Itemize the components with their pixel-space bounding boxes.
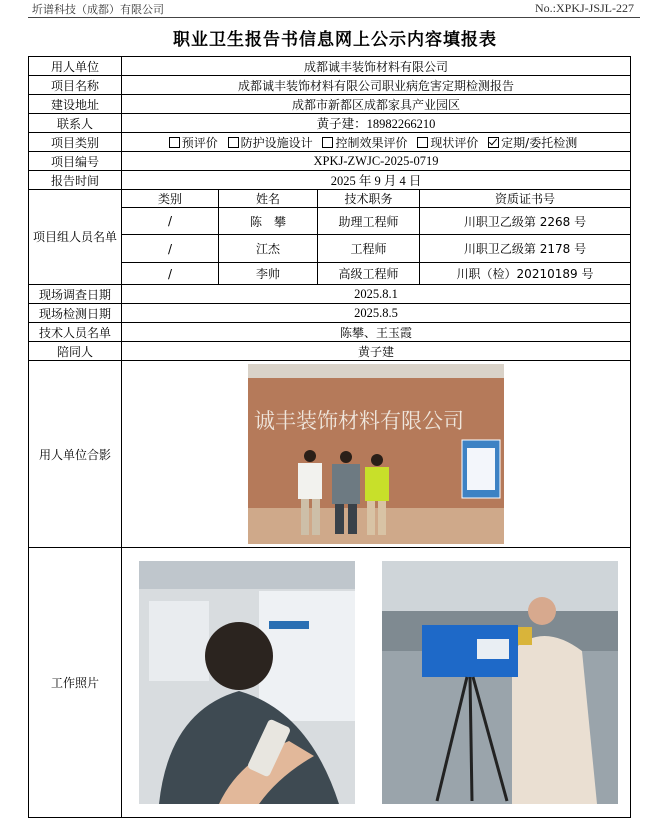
option-protection-design[interactable]: 防护设施设计 (228, 136, 313, 150)
address-value: 成都市新都区成都家具产业园区 (122, 95, 631, 114)
project-type-options (122, 133, 631, 152)
report-date-label: 报告时间 (29, 171, 122, 190)
group-photo-sign: 诚丰装饰材料有限公司 (254, 409, 464, 433)
checkbox-control-effect[interactable] (322, 137, 333, 148)
option-pre-evaluation[interactable]: 预评价 (169, 136, 218, 150)
team-header-row (29, 190, 631, 208)
row-report-date (29, 171, 631, 190)
member-category: / (122, 263, 219, 285)
row-employer (29, 57, 631, 76)
work-photo-2 (382, 561, 618, 804)
team-header-cert: 资质证书号 (420, 190, 631, 208)
project-no-value: XPKJ-ZWJC-2025-0719 (122, 152, 631, 171)
employer-label: 用人单位 (29, 57, 122, 76)
header-divider (28, 17, 640, 18)
escort-label: 陪同人 (29, 342, 122, 361)
project-name-value: 成都诚丰装饰材料有限公司职业病危害定期检测报告 (122, 76, 631, 95)
team-header-category: 类别 (122, 190, 219, 208)
team-header-title: 技术职务 (318, 190, 420, 208)
row-technicians (29, 323, 631, 342)
row-survey-date (29, 285, 631, 304)
checkbox-protection-design[interactable] (228, 137, 239, 148)
row-contact (29, 114, 631, 133)
contact-value: 黄子建：18982266210 (122, 114, 631, 133)
member-title: 助理工程师 (318, 208, 420, 235)
technicians-value: 陈攀、王玉霞 (122, 323, 631, 342)
member-title: 高级工程师 (318, 263, 420, 285)
member-cert: 川职卫乙级第 2268 号 (420, 208, 631, 235)
member-name: 陈 攀 (219, 208, 318, 235)
checkbox-status-evaluation[interactable] (417, 137, 428, 148)
test-date-value: 2025.8.5 (122, 304, 631, 323)
work-photos-label: 工作照片 (29, 548, 122, 818)
row-project-no (29, 152, 631, 171)
project-no-label: 项目编号 (29, 152, 122, 171)
option-control-effect[interactable]: 控制效果评价 (322, 136, 407, 150)
test-date-label: 现场检测日期 (29, 304, 122, 323)
escort-value: 黄子建 (122, 342, 631, 361)
row-escort (29, 342, 631, 361)
page-title: 职业卫生报告书信息网上公示内容填报表 (173, 30, 497, 50)
group-photo-label: 用人单位合影 (29, 361, 122, 548)
team-header-name: 姓名 (219, 190, 318, 208)
report-form-table (28, 56, 631, 818)
header-doc-number: No.:XPKJ-JSJL-227 (534, 1, 634, 15)
option-periodic-testing[interactable]: 定期/委托检测 (488, 136, 577, 150)
employer-value: 成都诚丰装饰材料有限公司 (122, 57, 631, 76)
row-work-photos (29, 548, 631, 818)
address-label: 建设地址 (29, 95, 122, 114)
member-cert: 川职（检）20210189 号 (420, 263, 631, 285)
header-company: 圻谱科技（成都）有限公司 (32, 3, 164, 16)
technicians-label: 技术人员名单 (29, 323, 122, 342)
row-project-type (29, 133, 631, 152)
row-address (29, 95, 631, 114)
checkbox-pre-evaluation[interactable] (169, 137, 180, 148)
member-title: 工程师 (318, 235, 420, 263)
row-test-date (29, 304, 631, 323)
contact-label: 联系人 (29, 114, 122, 133)
group-photo (248, 364, 504, 544)
row-group-photo (29, 361, 631, 548)
project-name-label: 项目名称 (29, 76, 122, 95)
member-category: / (122, 235, 219, 263)
row-project-name (29, 76, 631, 95)
option-status-evaluation[interactable]: 现状评价 (417, 136, 478, 150)
member-name: 李帅 (219, 263, 318, 285)
report-date-value: 2025 年 9 月 4 日 (122, 171, 631, 190)
team-label: 项目组人员名单 (29, 190, 122, 285)
checkbox-periodic-testing[interactable] (488, 137, 499, 148)
work-photos-cell (122, 548, 631, 818)
project-type-label: 项目类别 (29, 133, 122, 152)
member-name: 江杰 (219, 235, 318, 263)
member-category: / (122, 208, 219, 235)
group-photo-cell (122, 361, 631, 548)
member-cert: 川职卫乙级第 2178 号 (420, 235, 631, 263)
survey-date-value: 2025.8.1 (122, 285, 631, 304)
work-photo-1 (139, 561, 355, 804)
survey-date-label: 现场调查日期 (29, 285, 122, 304)
